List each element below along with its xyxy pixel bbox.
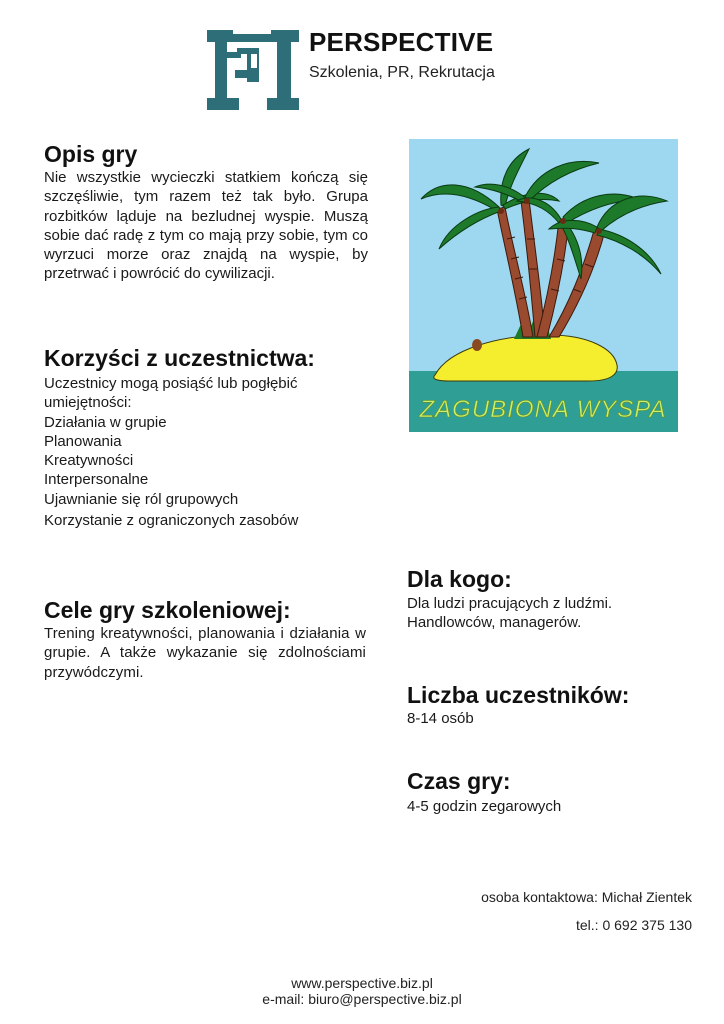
website-link[interactable]: www.perspective.biz.pl <box>291 975 433 991</box>
list-item: Planowania <box>44 432 122 450</box>
contact-person: osoba kontaktowa: Michał Zientek <box>481 889 692 905</box>
list-item: Interpersonalne <box>44 471 149 489</box>
brand-tagline: Szkolenia, PR, Rekrutacja <box>309 64 495 81</box>
korzysci-heading: Korzyści z uczestnictwa: <box>44 345 315 371</box>
list-item: Korzystanie z ograniczonych zasobów <box>44 512 299 530</box>
island-illustration <box>409 139 678 432</box>
brand-name: PERSPECTIVE <box>309 27 494 57</box>
dla-kogo-line: Dla ludzi pracujących z ludźmi. <box>407 595 613 612</box>
liczba-uczestnikow-text: 8-14 osób <box>407 710 474 727</box>
dla-kogo-line: Handlowców, managerów. <box>407 614 582 632</box>
illustration-caption: ZAGUBIONA WYSPA <box>419 396 667 423</box>
perspective-logo-icon <box>207 30 299 110</box>
dla-kogo-text <box>407 594 687 633</box>
footer <box>0 975 724 1007</box>
cele-gry-text: Trening kreatywności, planowania i działania w grupie. A także wykazanie się zdolnościami przywódczymi. <box>44 625 366 681</box>
czas-gry-heading: Czas gry: <box>407 768 511 794</box>
email-link[interactable]: e-mail: biuro@perspective.biz.pl <box>262 991 462 1007</box>
contact-phone: tel.: 0 692 375 130 <box>576 917 692 933</box>
list-item: Kreatywności <box>44 452 134 470</box>
opis-gry-heading: Opis gry <box>44 141 138 167</box>
opis-gry-text: Nie wszystkie wycieczki statkiem kończą się szczęśliwie, tym razem też tak było. Grupa rozbitków ląduje na bezludnej wyspie. Muszą sobie dać radę z tym co mają przy sobie, tym co wyrzuci morze oraz znajdą na wyspie, by przetrwać i powrócić do cywilizacji. <box>44 169 368 283</box>
dla-kogo-heading: Dla kogo: <box>407 566 512 592</box>
cele-gry-heading: Cele gry szkoleniowej: <box>44 597 291 623</box>
list-item: Ujawnianie się ról grupowych <box>44 490 239 508</box>
korzysci-list <box>44 374 384 530</box>
list-item: Działania w grupie <box>44 413 167 431</box>
liczba-uczestnikow-heading: Liczba uczestników: <box>407 682 630 708</box>
list-item: Uczestnicy mogą posiąść lub pogłębić umiejętności: <box>44 375 298 412</box>
czas-gry-text: 4-5 godzin zegarowych <box>407 798 562 815</box>
